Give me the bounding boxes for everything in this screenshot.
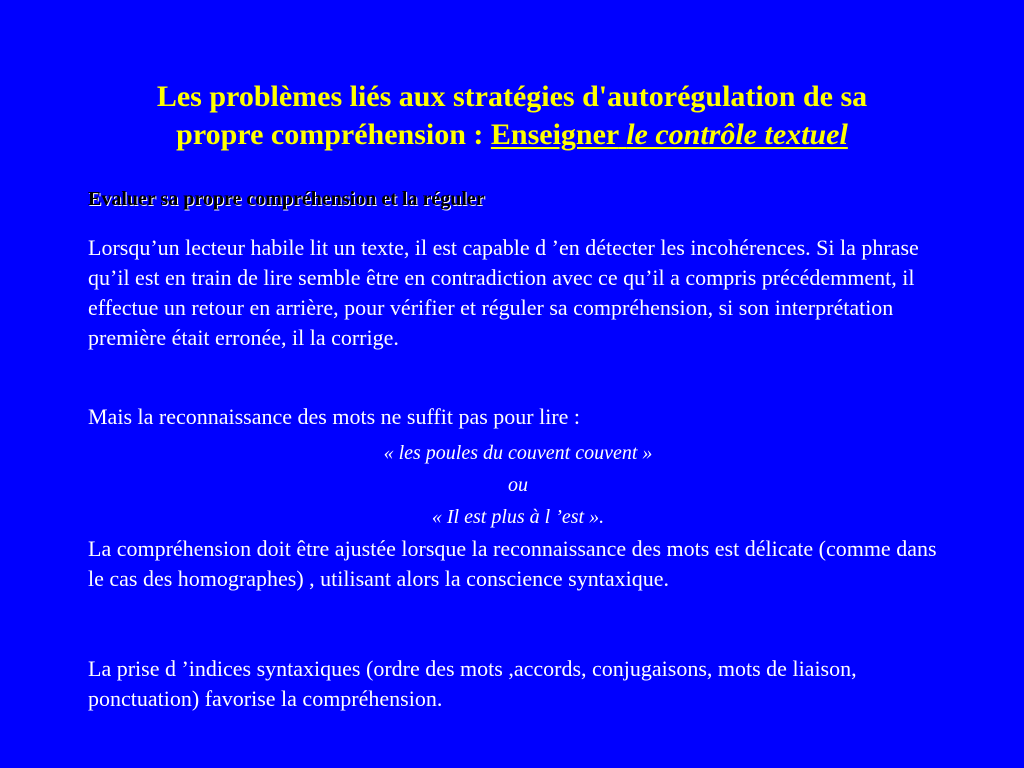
- paragraph-2: Mais la reconnaissance des mots ne suffit pas pour lire :: [88, 404, 581, 429]
- paragraph-1: Lorsqu’un lecteur habile lit un texte, il est capable d ’en détecter les incohérences. Si la phrase qu’il est en train de lire semble être en contradiction avec ce qu’il a compris précédemment, il effectue un retour en arrière, pour vérifier et réguler sa compréhension, si son interprétation première était erronée, il la corrige.: [88, 235, 919, 350]
- title-line-2-prefix: propre compréhension :: [176, 118, 491, 151]
- title-underlined-group: [491, 118, 848, 151]
- title-enseigner: Enseigner: [490, 118, 619, 151]
- paragraph-3: La compréhension doit être ajustée lorsque la reconnaissance des mots est délicate (comme dans le cas des homographes) , utilisant alors la conscience syntaxique.: [88, 536, 937, 591]
- title-controle-textuel: le contrôle textuel: [626, 118, 848, 151]
- subheading: Evaluer sa propre compréhension et la réguler: [88, 188, 485, 210]
- paragraph-4: La prise d ’indices syntaxiques (ordre des mots ,accords, conjugaisons, mots de liaison, ponctuation) favorise la compréhension.: [88, 656, 857, 711]
- slide-title: [60, 78, 964, 154]
- title-line-1: Les problèmes liés aux stratégies d'autorégulation de sa: [156, 80, 868, 113]
- quote-1: « les poules du couvent couvent »: [383, 442, 653, 464]
- quote-connector: ou: [508, 474, 528, 496]
- quote-2: « Il est plus à l ’est ».: [431, 506, 605, 528]
